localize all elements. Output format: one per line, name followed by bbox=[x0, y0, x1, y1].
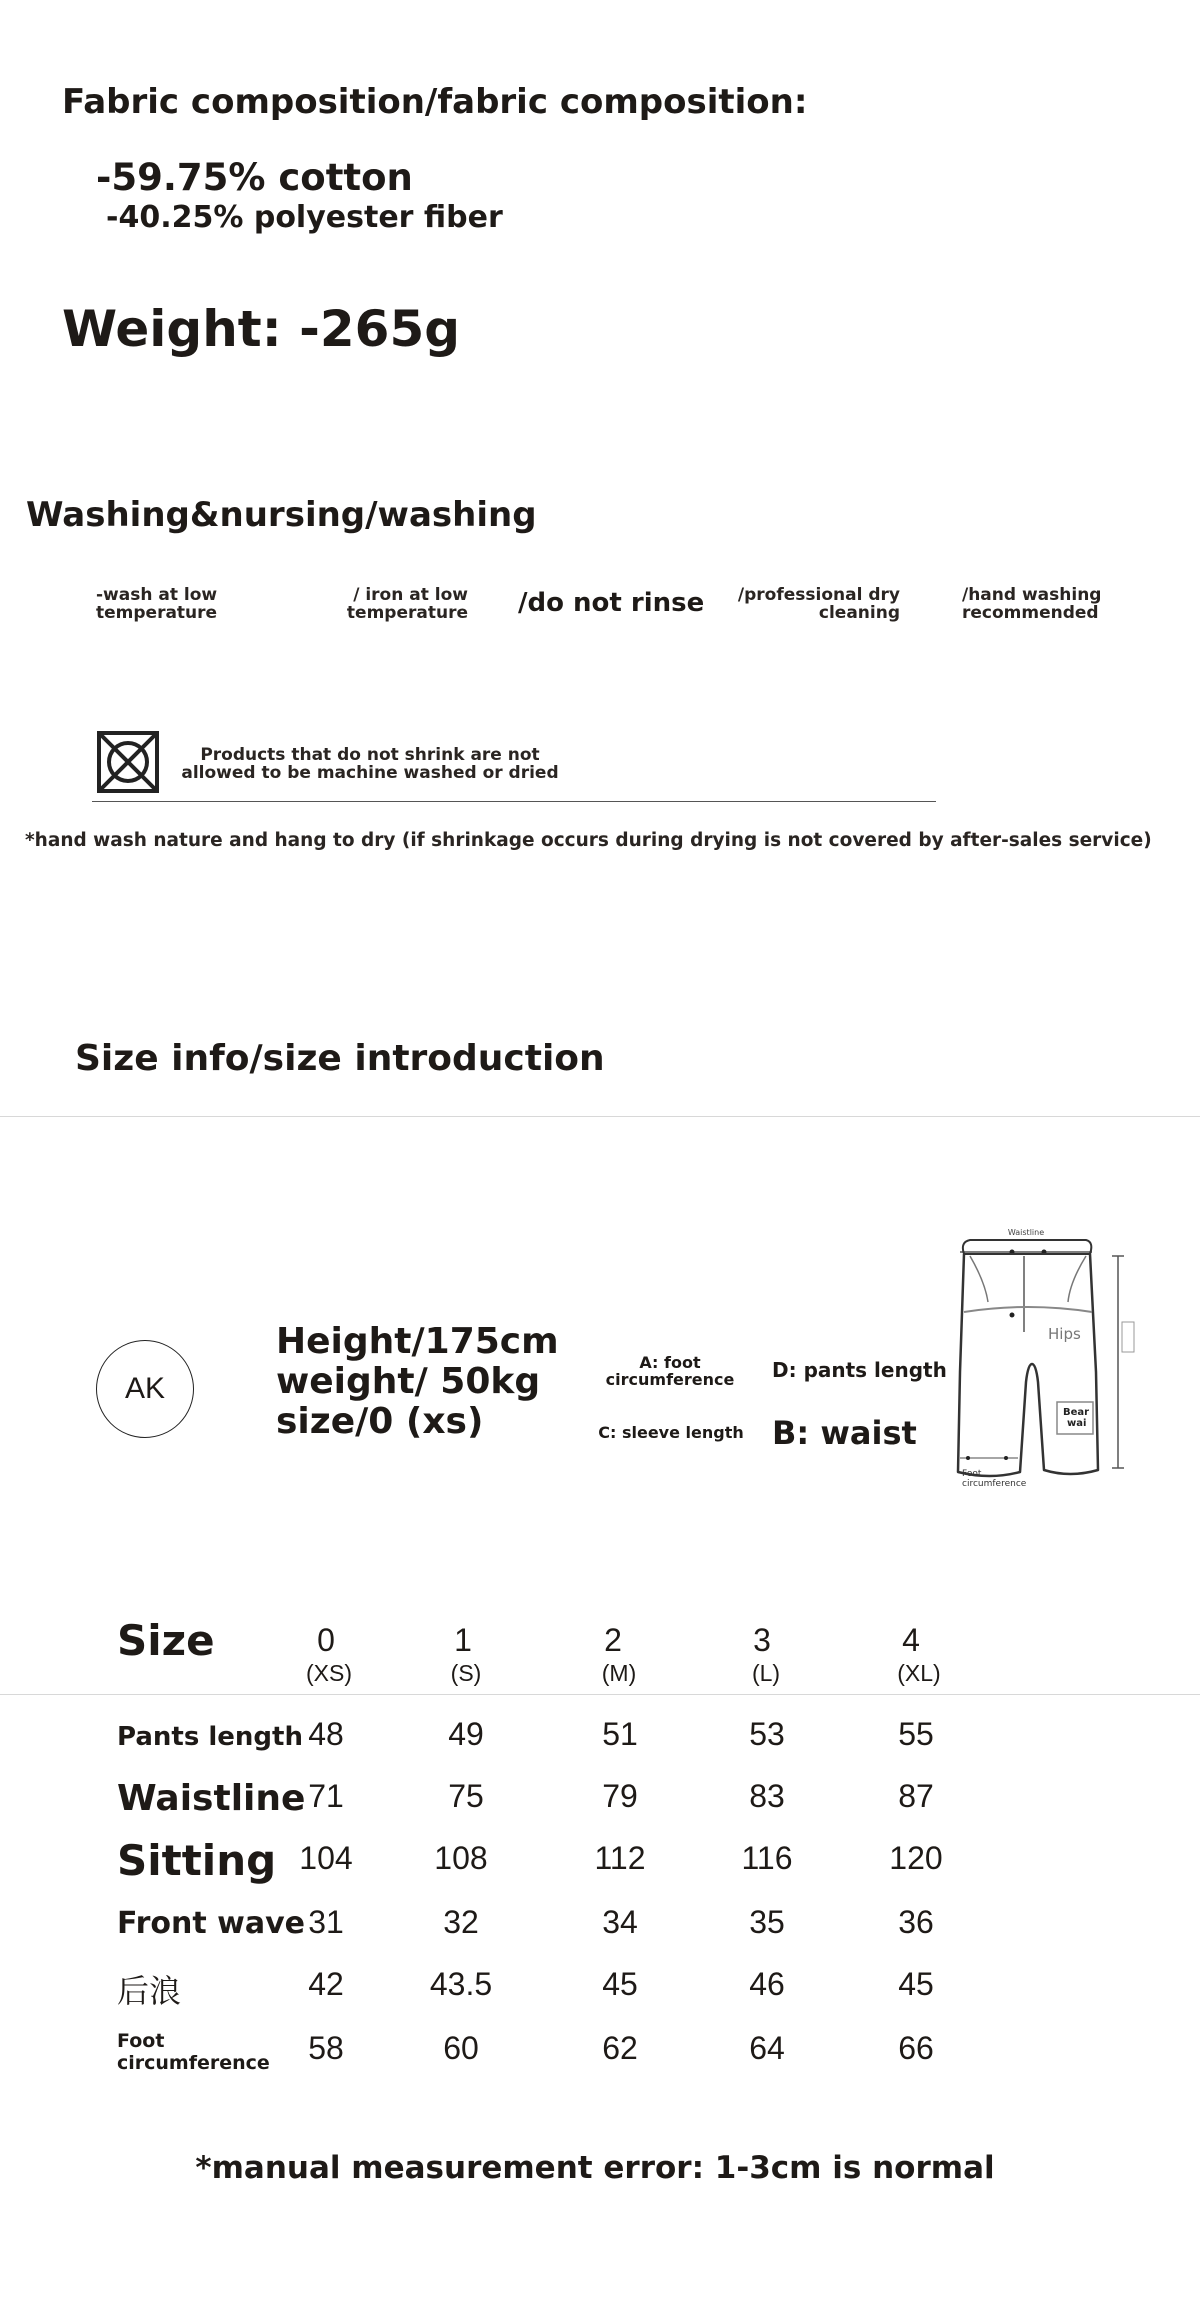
pants-diagram bbox=[940, 1222, 1150, 1502]
table-cell: 45 bbox=[602, 1966, 638, 2002]
table-cell: 66 bbox=[898, 2030, 934, 2066]
avatar: AK bbox=[96, 1340, 194, 1438]
table-cell: 64 bbox=[749, 2030, 785, 2066]
table-cell: 51 bbox=[602, 1716, 638, 1752]
col-num-4: 4 bbox=[902, 1622, 920, 1658]
table-cell: 108 bbox=[434, 1840, 488, 1876]
table-cell: 62 bbox=[602, 2030, 638, 2066]
col-sub-0: (XS) bbox=[306, 1660, 352, 1686]
table-cell: 75 bbox=[448, 1778, 484, 1814]
table-cell: 45 bbox=[898, 1966, 934, 2002]
svg-text:Foot: Foot bbox=[962, 1469, 982, 1479]
table-cell: 31 bbox=[308, 1904, 344, 1940]
col-num-2: 2 bbox=[604, 1622, 622, 1658]
row-label-sitting: Sitting bbox=[117, 1836, 277, 1885]
care-rule bbox=[92, 801, 936, 802]
table-cell: 43.5 bbox=[429, 1966, 493, 2002]
section-divider bbox=[0, 1116, 1200, 1117]
row-label-front-wave: Front wave bbox=[117, 1906, 305, 1941]
fabric-polyester: -40.25% polyester fiber bbox=[106, 200, 503, 235]
care-do-not-rinse: /do not rinse bbox=[518, 588, 705, 618]
diagram-hips-label: Hips bbox=[1048, 1325, 1081, 1343]
care-warning: Products that do not shrink are not allowed to be machine washed or dried bbox=[181, 745, 559, 783]
col-sub-1: (S) bbox=[450, 1660, 482, 1686]
table-cell: 71 bbox=[308, 1778, 344, 1814]
table-cell: 87 bbox=[898, 1778, 934, 1814]
row-label-pants-length: Pants length bbox=[117, 1722, 303, 1752]
measurement-footnote: *manual measurement error: 1-3cm is normal bbox=[195, 2150, 995, 2186]
svg-text:Bear: Bear bbox=[1063, 1407, 1090, 1418]
col-sub-2: (M) bbox=[601, 1660, 637, 1686]
table-cell: 104 bbox=[299, 1840, 353, 1876]
table-cell: 112 bbox=[594, 1840, 646, 1876]
washing-title: Washing&nursing/washing bbox=[26, 495, 537, 535]
table-cell: 34 bbox=[602, 1904, 638, 1940]
label-sleeve-length: C: sleeve length bbox=[598, 1423, 744, 1442]
col-sub-3: (L) bbox=[751, 1660, 781, 1686]
row-label-foot-circumference: Foot circumference bbox=[117, 2030, 270, 2074]
table-cell: 46 bbox=[749, 1966, 785, 2002]
row-label-back-wave: 后浪 bbox=[117, 1972, 182, 2010]
svg-text:circumference: circumference bbox=[962, 1479, 1027, 1489]
no-machine-wash-dry-icon bbox=[96, 730, 160, 794]
care-wash-low-temp: -wash at low temperature bbox=[96, 585, 218, 623]
care-hand-wash: /hand washing recommended bbox=[962, 585, 1102, 623]
weight: Weight: -265g bbox=[62, 300, 461, 358]
fabric-cotton: -59.75% cotton bbox=[96, 156, 413, 199]
label-foot-circumference: A: foot circumference bbox=[605, 1353, 735, 1389]
model-height: Height/175cm bbox=[276, 1321, 559, 1362]
table-cell: 116 bbox=[741, 1840, 793, 1876]
size-table-header: Size bbox=[117, 1616, 215, 1665]
fabric-title: Fabric composition/fabric composition: bbox=[62, 82, 808, 122]
table-cell: 42 bbox=[308, 1966, 344, 2002]
table-cell: 53 bbox=[749, 1716, 785, 1752]
table-cell: 36 bbox=[898, 1904, 934, 1940]
model-size: size/0 (xs) bbox=[276, 1401, 484, 1442]
col-sub-4: (XL) bbox=[897, 1660, 941, 1686]
table-cell: 58 bbox=[308, 2030, 344, 2066]
table-cell: 35 bbox=[749, 1904, 785, 1940]
model-info bbox=[276, 1322, 559, 1442]
model-weight: weight/ 50kg bbox=[276, 1361, 541, 1402]
row-label-waistline: Waistline bbox=[117, 1778, 306, 1819]
table-cell: 79 bbox=[602, 1778, 638, 1814]
svg-text:wai: wai bbox=[1067, 1418, 1087, 1429]
table-cell: 49 bbox=[448, 1716, 484, 1752]
label-waist: B: waist bbox=[772, 1414, 917, 1452]
care-note: *hand wash nature and hang to dry (if shrinkage occurs during drying is not covered by after-sales service) bbox=[25, 830, 1152, 851]
care-iron-low-temp: / iron at low temperature bbox=[346, 585, 468, 623]
label-pants-length: D: pants length bbox=[772, 1358, 947, 1382]
size-info-title: Size info/size introduction bbox=[75, 1038, 605, 1079]
col-num-0: 0 bbox=[317, 1622, 335, 1658]
table-cell: 60 bbox=[443, 2030, 479, 2066]
care-dry-cleaning: /professional dry cleaning bbox=[737, 585, 900, 623]
col-num-1: 1 bbox=[454, 1622, 472, 1658]
table-divider bbox=[0, 1694, 1200, 1695]
table-cell: 32 bbox=[443, 1904, 479, 1940]
table-cell: 83 bbox=[749, 1778, 785, 1814]
diagram-waistline-label: Waistline bbox=[1007, 1228, 1045, 1237]
col-num-3: 3 bbox=[753, 1622, 771, 1658]
table-cell: 55 bbox=[898, 1716, 934, 1752]
table-cell: 48 bbox=[308, 1716, 344, 1752]
table-cell: 120 bbox=[889, 1840, 943, 1876]
